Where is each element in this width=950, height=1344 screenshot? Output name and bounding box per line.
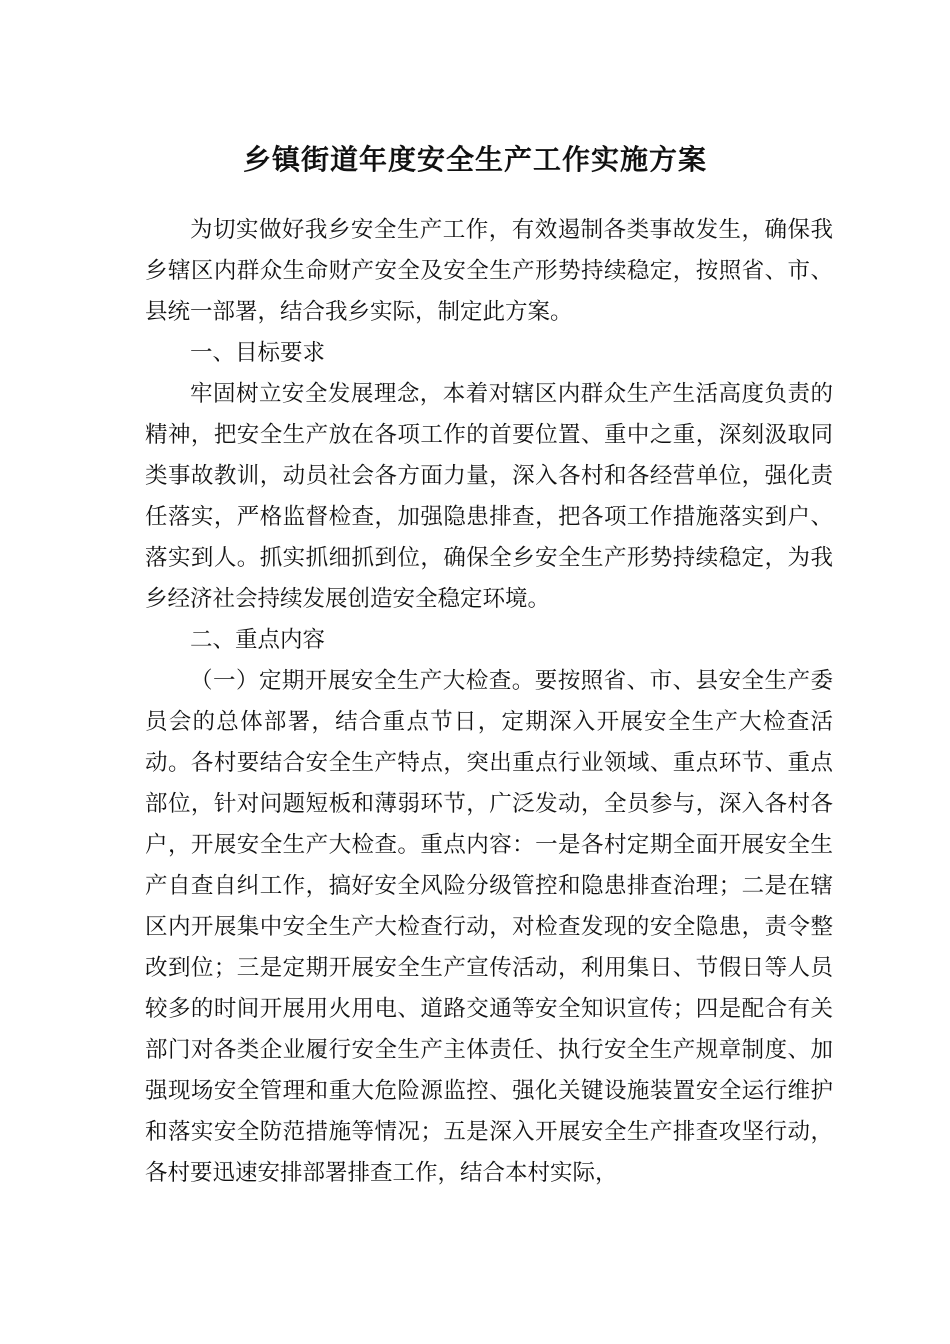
document-title: 乡镇街道年度安全生产工作实施方案 <box>242 143 707 176</box>
goals-paragraph: 牢固树立安全发展理念，本着对辖区内群众生产生活高度负责的精神，把安全生产放在各项工作的首要位置、重中之重，深刻汲取同类事故教训，动员社会各方面力量，深入各村和各经营单位，强化责任落实，严格监督检查，加强隐患排查，把各项工作措施落实到户、落实到人。抓实抓细抓到位，确保全乡安全生产形势持续稳定，为我乡经济社会持续发展创造安全稳定环境。 <box>145 381 833 612</box>
section-heading-key-content: 二、重点内容 <box>190 627 326 653</box>
intro-paragraph: 为切实做好我乡安全生产工作，有效遏制各类事故发生，确保我乡辖区内群众生命财产安全及安全生产形势持续稳定，按照省、市、县统一部署，结合我乡实际，制定此方案。 <box>145 217 833 325</box>
section-heading-goals: 一、目标要求 <box>190 340 326 366</box>
document-body <box>145 210 833 1194</box>
key-content-item-1: （一）定期开展安全生产大检查。要按照省、市、县安全生产委员会的总体部署，结合重点节日，定期深入开展安全生产大检查活动。各村要结合安全生产特点，突出重点行业领域、重点环节、重点部位，针对问题短板和薄弱环节，广泛发动，全员参与，深入各村各户，开展安全生产大检查。重点内容：一是各村定期全面开展安全生产自查自纠工作，搞好安全风险分级管控和隐患排查治理；二是在辖区内开展集中安全生产大检查行动，对检查发现的安全隐患，责令整改到位；三是定期开展安全生产宣传活动，利用集日、节假日等人员较多的时间开展用火用电、道路交通等安全知识宣传；四是配合有关部门对各类企业履行安全生产主体责任、执行安全生产规章制度、加强现场安全管理和重大危险源监控、强化关键设施装置安全运行维护和落实安全防范措施等情况；五是深入开展安全生产排查攻坚行动，各村要迅速安排部署排查工作，结合本村实际， <box>145 668 833 1186</box>
